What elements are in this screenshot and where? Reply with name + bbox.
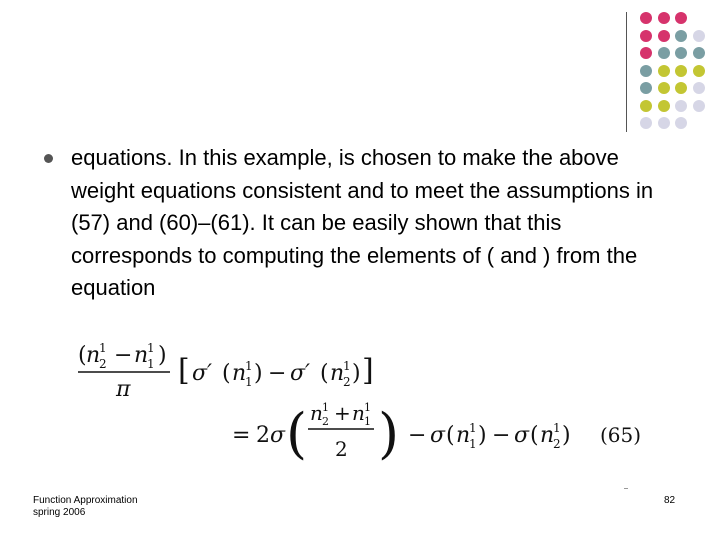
decorative-dot — [640, 117, 652, 129]
svg-text:π: π — [116, 377, 131, 402]
decorative-dot — [693, 30, 705, 42]
decorative-vertical-rule — [626, 12, 627, 132]
svg-text:1: 1 — [245, 359, 253, 373]
decorative-dot — [640, 65, 652, 77]
svg-text:n: n — [330, 361, 345, 386]
svg-text:−: − — [268, 361, 287, 386]
svg-text:): ) — [378, 402, 400, 465]
svg-text:=: = — [232, 423, 251, 448]
svg-text:σ: σ — [430, 423, 446, 448]
svg-text:1: 1 — [322, 401, 329, 414]
svg-text:n: n — [134, 343, 149, 368]
svg-text:]: ] — [362, 353, 374, 388]
decorative-dot — [658, 100, 670, 112]
svg-text:1: 1 — [364, 415, 371, 428]
svg-text:n: n — [310, 401, 323, 425]
svg-text:1: 1 — [147, 357, 155, 371]
slide-body-text: equations. In this example, is chosen to make the above weight equations consistent and to meet the assumptions in (57) and (60)–(61). It can be easily shown that this corresponds to computing the elements of ( and ) from the equation — [71, 145, 654, 300]
svg-text:n: n — [456, 423, 471, 448]
decorative-dot — [675, 30, 687, 42]
svg-text:n: n — [352, 401, 365, 425]
svg-text:(: ( — [78, 343, 87, 368]
equation-line-1 — [78, 341, 374, 402]
svg-text:2: 2 — [553, 437, 561, 451]
decorative-dot — [675, 12, 687, 24]
svg-text:2: 2 — [343, 375, 351, 389]
svg-text:+: + — [334, 401, 351, 425]
decorative-dot — [658, 65, 670, 77]
decorative-dot — [640, 47, 652, 59]
decorative-dot — [675, 82, 687, 94]
footer-term: spring 2006 — [33, 507, 86, 518]
svg-text:2: 2 — [256, 423, 270, 448]
decorative-dot-grid — [0, 0, 720, 140]
svg-text:(: ( — [222, 361, 231, 386]
svg-text:2: 2 — [322, 415, 329, 428]
svg-text:1: 1 — [343, 359, 351, 373]
decorative-dot — [658, 12, 670, 24]
svg-text:1: 1 — [469, 421, 477, 435]
decorative-dot — [693, 82, 705, 94]
svg-text:(: ( — [320, 361, 329, 386]
svg-text:n: n — [86, 343, 101, 368]
page-number: 82 — [664, 495, 676, 506]
equation-65 — [72, 330, 652, 470]
svg-text:σ: σ — [514, 423, 530, 448]
svg-text:(: ( — [286, 402, 308, 465]
decorative-dot — [640, 100, 652, 112]
svg-text:1: 1 — [245, 375, 253, 389]
svg-text:1: 1 — [553, 421, 561, 435]
decorative-dot — [658, 47, 670, 59]
svg-text:(: ( — [446, 423, 455, 448]
decorative-dot — [640, 12, 652, 24]
decorative-dot — [675, 65, 687, 77]
decorative-dot — [693, 100, 705, 112]
svg-text:−: − — [114, 343, 133, 368]
equation-number: (65) — [600, 423, 642, 447]
svg-text:σ′: σ′ — [290, 361, 311, 386]
decorative-dot — [658, 30, 670, 42]
decorative-dot — [675, 100, 687, 112]
decorative-dot — [693, 65, 705, 77]
decorative-dot — [693, 47, 705, 59]
decorative-dot — [640, 30, 652, 42]
equation-line-2 — [232, 401, 641, 465]
svg-text:2: 2 — [335, 437, 348, 461]
footer-course-title: Function Approximation — [33, 495, 138, 506]
svg-text:−: − — [492, 423, 511, 448]
decorative-dot — [658, 117, 670, 129]
decorative-tick — [624, 488, 628, 489]
svg-text:[: [ — [178, 353, 190, 388]
decorative-dot — [640, 82, 652, 94]
svg-text:): ) — [352, 361, 361, 386]
svg-text:): ) — [562, 423, 571, 448]
svg-text:n: n — [540, 423, 555, 448]
decorative-dot — [675, 117, 687, 129]
svg-text:(: ( — [530, 423, 539, 448]
svg-text:): ) — [158, 343, 167, 368]
decorative-dot — [675, 47, 687, 59]
svg-text:σ: σ — [270, 423, 286, 448]
footer-left — [33, 495, 138, 519]
svg-text:−: − — [408, 423, 427, 448]
svg-text:σ′: σ′ — [192, 361, 213, 386]
svg-text:1: 1 — [147, 341, 155, 355]
svg-text:1: 1 — [99, 341, 107, 355]
decorative-dot — [658, 82, 670, 94]
svg-text:1: 1 — [469, 437, 477, 451]
svg-text:1: 1 — [364, 401, 371, 414]
svg-text:n: n — [232, 361, 247, 386]
bullet-icon — [44, 154, 53, 163]
svg-text:): ) — [254, 361, 263, 386]
svg-text:2: 2 — [99, 357, 107, 371]
svg-text:): ) — [478, 423, 487, 448]
